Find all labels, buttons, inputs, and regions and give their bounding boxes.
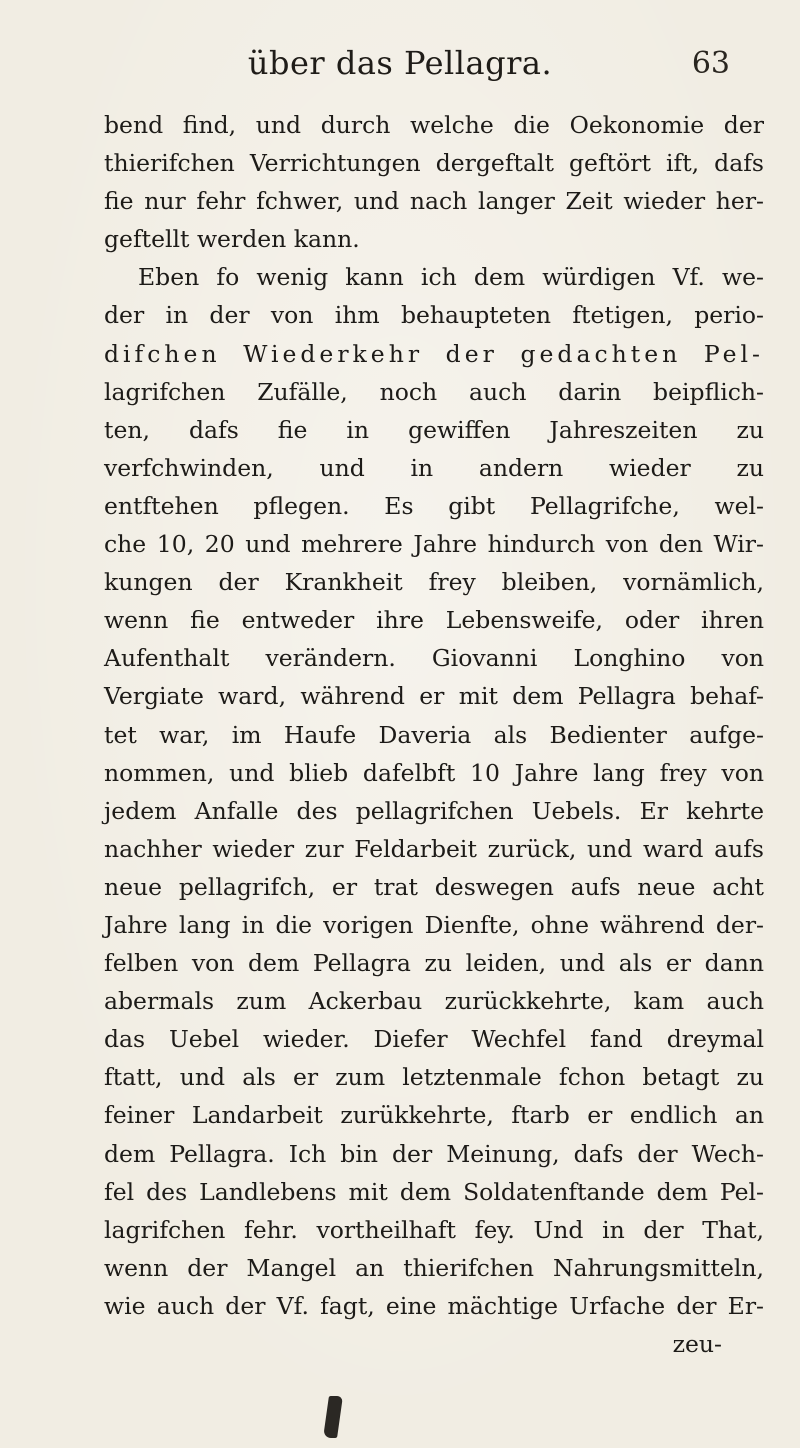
catchword: zeu-	[672, 1330, 722, 1358]
running-head	[0, 44, 800, 94]
text-line: che 10, 20 und mehrere Jahre hindurch von den Wir-	[104, 530, 764, 559]
text-line: Eben fo wenig kann ich dem würdigen Vf. we-	[138, 263, 764, 292]
text-line: felben von dem Pellagra zu leiden, und als er dann	[104, 949, 764, 978]
signature-mark	[323, 1396, 343, 1438]
text-line: entftehen pflegen. Es gibt Pellagrifche, wel-	[104, 491, 764, 520]
running-title: über das Pellagra.	[247, 44, 553, 82]
text-line: kungen der Krankheit frey bleiben, vornämlich,	[104, 568, 764, 597]
text-line: bend find, und durch welche die Oekonomie der	[104, 111, 764, 139]
text-line: dem Pellagra. Ich bin der Meinung, dafs der Wech-	[104, 1139, 764, 1168]
text-line: ftatt, und als er zum letztenmale fchon betagt zu	[104, 1063, 764, 1092]
text-line: verfchwinden, und in andern wieder zu	[104, 453, 764, 482]
text-line: neue pellagrifch, er trat deswegen aufs neue acht	[104, 872, 764, 901]
text-line: lagrifchen fehr. vortheilhaft fey. Und in der That,	[104, 1215, 764, 1244]
page-number: 63	[691, 46, 730, 81]
text-line: der in der von ihm behaupteten ftetigen, perio-	[104, 301, 764, 330]
text-line: das Uebel wieder. Diefer Wechfel fand dreymal	[104, 1025, 764, 1054]
text-line: ten, dafs fie in gewiffen Jahreszeiten zu	[104, 415, 764, 444]
text-line: difchen Wiederkehr der gedachten Pel-	[104, 339, 764, 368]
text-line: wenn fie entweder ihre Lebensweife, oder ihren	[104, 606, 764, 635]
text-line: jedem Anfalle des pellagrifchen Uebels. Er kehrte	[104, 796, 764, 825]
text-line: Aufenthalt verändern. Giovanni Longhino von	[104, 644, 764, 673]
body-text	[104, 106, 764, 1363]
text-line: nachher wieder zur Feldarbeit zurück, und ward aufs	[104, 834, 764, 863]
text-line: wie auch der Vf. fagt, eine mächtige Urfache der Er-	[104, 1291, 764, 1320]
text-line: lagrifchen Zufälle, noch auch darin beipflich-	[104, 377, 764, 406]
text-line: feiner Landarbeit zurükkehrte, ftarb er endlich an	[104, 1101, 764, 1130]
text-line: geftellt werden kann.	[104, 225, 360, 254]
text-line: tet war, im Haufe Daveria als Bedienter aufge-	[104, 720, 764, 749]
text-line: Vergiate ward, während er mit dem Pellagra behaf-	[104, 682, 764, 711]
text-line: Jahre lang in die vorigen Dienfte, ohne während der-	[104, 910, 764, 939]
text-line: fel des Landlebens mit dem Soldatenftande dem Pel-	[104, 1177, 764, 1206]
text-line: wenn der Mangel an thierifchen Nahrungsmitteln,	[104, 1253, 764, 1282]
text-line: abermals zum Ackerbau zurückkehrte, kam auch	[104, 987, 764, 1016]
text-line: nommen, und blieb dafelbft 10 Jahre lang frey von	[104, 758, 764, 787]
text-line: thierifchen Verrichtungen dergeftalt geftört ift, dafs	[104, 149, 764, 178]
text-line: fie nur fehr fchwer, und nach langer Zeit wieder her-	[104, 187, 764, 216]
